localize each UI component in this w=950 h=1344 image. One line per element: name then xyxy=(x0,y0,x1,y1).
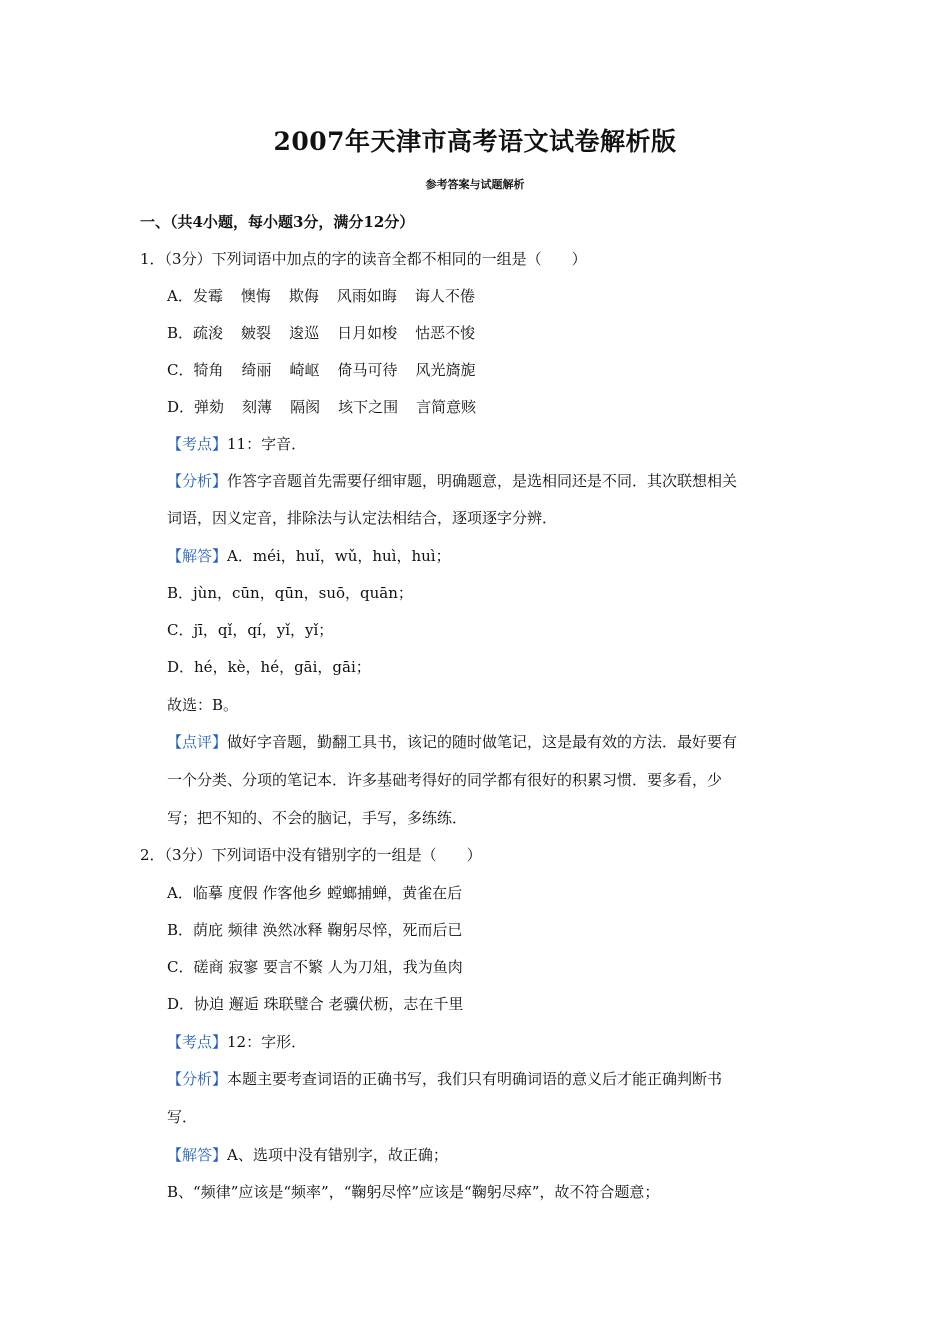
fenxi-tag: 【分析】 xyxy=(167,1070,228,1088)
fenxi-text: 作答字音题首先需要仔细审题，明确题意，是选相同还是不同．其次联想相关 xyxy=(227,472,738,490)
option-word: 诲人不倦 xyxy=(414,287,475,305)
kaodian-tag: 【考点】 xyxy=(167,1033,228,1051)
question-1-jieda-d: D．hé，kè，hé，gāi，gāi； xyxy=(167,658,371,676)
jieda-text: A．méi，huǐ，wǔ，huì，huì； xyxy=(227,547,451,565)
option-word: 发霉 xyxy=(192,287,223,305)
option-word: 逡巡 xyxy=(289,324,320,342)
option-word: 疏浚 xyxy=(193,324,224,342)
question-2-option-c: C．磋商 寂寥 要言不繁 人为刀俎，我为鱼肉 xyxy=(167,958,463,976)
question-2-option-a: A．临摹 度假 作客他乡 螳螂捕蝉，黄雀在后 xyxy=(167,884,463,902)
question-1-dianping-cont-2: 写；把不知的、不会的脑记，手写，多练练． xyxy=(167,809,468,827)
question-2-option-b: B．荫庇 频律 涣然冰释 鞠躬尽悴，死而后已 xyxy=(167,921,463,939)
kaodian-text: 11：字音． xyxy=(227,435,307,453)
option-word: 日月如梭 xyxy=(337,324,398,342)
question-2-jieda-b: B、“频律”应该是“频率”，“鞠躬尽悴”应该是“鞠躬尽瘁”，故不符合题意； xyxy=(167,1183,660,1201)
question-1-jieda-c: C．jī，qǐ，qí，yǐ，yǐ； xyxy=(167,621,334,639)
dianping-text: 做好字音题，勤翻工具书，该记的随时做笔记，这是最有效的方法．最好要有 xyxy=(227,733,738,751)
question-2-kaodian xyxy=(167,1032,306,1052)
question-1-dianping xyxy=(167,732,737,752)
option-word: 风雨如晦 xyxy=(336,287,397,305)
option-word: 隔阂 xyxy=(290,398,321,416)
question-2-option-d: D．协迫 邂逅 珠联璧合 老骥伏枥，志在千里 xyxy=(167,995,464,1013)
section-heading: 一、（共4小题，每小题3分，满分12分） xyxy=(140,213,415,231)
option-word: 崎岖 xyxy=(289,361,320,379)
option-letter: C． xyxy=(167,361,194,379)
option-letter: D． xyxy=(167,398,195,416)
option-word: 皴裂 xyxy=(241,324,272,342)
question-1-jieda-b: B．jùn，cūn，qūn，suō，quān； xyxy=(167,584,413,602)
option-word: 弹劾 xyxy=(194,398,225,416)
option-word: 风光旖旎 xyxy=(415,361,476,379)
kaodian-text: 12：字形． xyxy=(227,1033,307,1051)
fenxi-tag: 【分析】 xyxy=(167,472,228,490)
jieda-tag: 【解答】 xyxy=(167,547,228,565)
document-title: 2007年天津市高考语文试卷解析版 xyxy=(273,127,677,156)
option-word: 懊悔 xyxy=(240,287,271,305)
question-1-option-d xyxy=(167,397,476,417)
option-word: 垓下之围 xyxy=(338,398,399,416)
option-word: 倚马可待 xyxy=(337,361,398,379)
option-letter: A． xyxy=(167,287,193,305)
question-1-option-c xyxy=(167,360,476,380)
option-word: 言简意赅 xyxy=(416,398,477,416)
option-word: 怙恶不悛 xyxy=(415,324,476,342)
question-2-fenxi xyxy=(167,1069,722,1089)
question-1-jieda xyxy=(167,546,451,566)
document-subtitle: 参考答案与试题解析 xyxy=(425,178,525,191)
dianping-tag: 【点评】 xyxy=(167,733,228,751)
question-1-kaodian xyxy=(167,434,306,454)
question-1-dianping-cont-1: 一个分类、分项的笔记本．许多基础考得好的同学都有很好的积累习惯．要多看，少 xyxy=(167,771,723,789)
option-word: 刻薄 xyxy=(242,398,273,416)
jieda-text: A、选项中没有错别字，故正确； xyxy=(227,1146,448,1164)
question-1-guxuan: 故选：B。 xyxy=(167,696,239,714)
question-2-jieda xyxy=(167,1145,448,1165)
jieda-tag: 【解答】 xyxy=(167,1146,228,1164)
question-1-stem: 1．（3分）下列词语中加点的字的读音全都不相同的一组是（ ） xyxy=(140,250,587,268)
option-word: 欺侮 xyxy=(288,287,319,305)
question-2-fenxi-cont: 写． xyxy=(167,1108,198,1126)
question-1-fenxi-cont: 词语，因义定音，排除法与认定法相结合，逐项逐字分辨． xyxy=(167,509,558,527)
kaodian-tag: 【考点】 xyxy=(167,435,228,453)
fenxi-text: 本题主要考查词语的正确书写，我们只有明确词语的意义后才能正确判断书 xyxy=(227,1070,723,1088)
option-word: 绮丽 xyxy=(241,361,272,379)
option-word: 犄角 xyxy=(193,361,224,379)
question-1-option-b xyxy=(167,323,475,343)
question-2-stem: 2．（3分）下列词语中没有错别字的一组是（ ） xyxy=(140,846,482,864)
question-1-fenxi xyxy=(167,471,737,491)
question-1-option-a xyxy=(167,286,475,306)
option-letter: B． xyxy=(167,324,194,342)
